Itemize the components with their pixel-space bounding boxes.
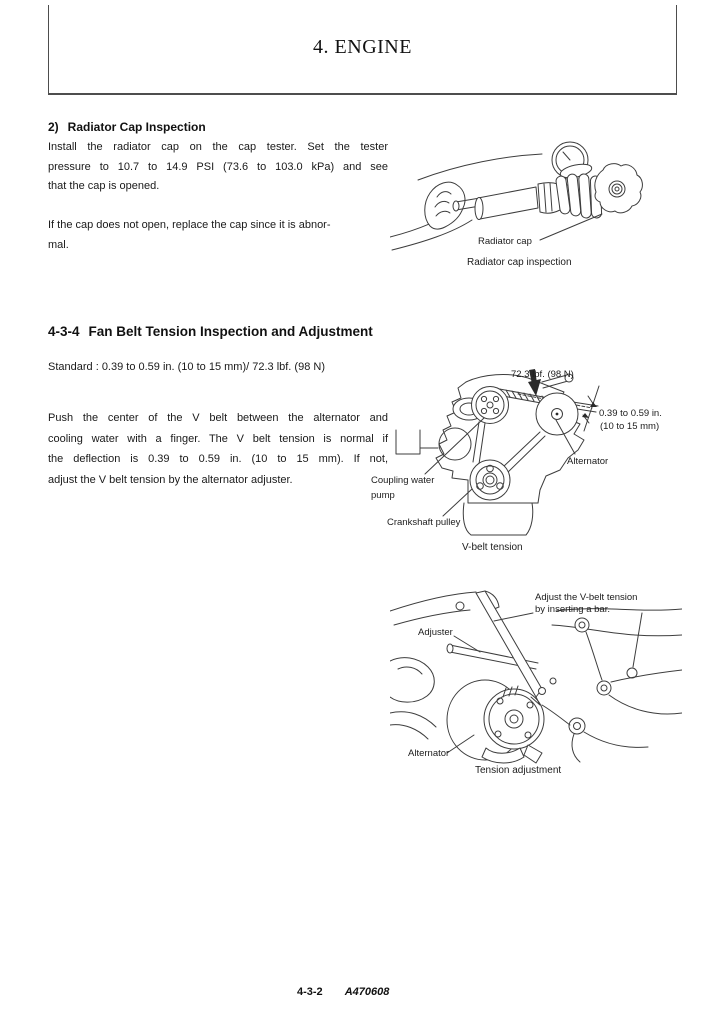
radiator-section-heading [48,120,206,134]
coupling-water-pump-label-line1: Coupling water [371,475,435,486]
deflection-label-in: 0.39 to 0.59 in. [599,408,662,419]
fan-belt-section-heading [48,324,373,339]
page-number: 4-3-2 [297,986,323,998]
adjustment-figure-caption: Tension adjustment [475,765,562,776]
alternator-label: Alternator [567,456,609,467]
adjuster-label: Adjuster [418,627,453,638]
fan-belt-paragraph [48,408,388,490]
radiator-figure-caption: Radiator cap inspection [467,257,572,268]
radiator-cap-figure [390,140,682,275]
paragraph-line: Push the center of the V belt between the alternator and [48,412,388,424]
chapter-title: 4. ENGINE [313,36,412,58]
v-belt-tension-illustration [368,358,684,558]
adjustment-instruction-line2: by inserting a bar. [535,604,610,615]
page-footer [297,986,389,998]
paragraph-line: cooling water with a finger. The V belt tension is normal if [48,432,388,445]
radiator-cap-label: Radiator cap [478,236,532,247]
paragraph-line: the deflection is 0.39 to 0.59 in. (10 to 15 mm). If not, [48,453,388,465]
radiator-heading-number: 2) [48,120,59,134]
paragraph-line: mal. [48,238,69,251]
alternator-label: Alternator [408,748,450,759]
page-header [48,5,677,95]
paragraph-line: pressure to 10.7 to 14.9 PSI (73.6 to 103.0 kPa) and see [48,160,388,173]
v-belt-tension-figure [368,358,684,558]
radiator-cap-illustration [390,140,682,275]
paragraph-line: adjust the V belt tension by the alternator adjuster. [48,473,293,486]
force-label: 72.3 lbf. (98 N) [511,369,574,380]
adjustment-instruction-line1: Adjust the V-belt tension [535,592,638,603]
radiator-paragraph-2 [48,216,388,255]
document-code: A470608 [344,986,390,998]
paragraph-line: Install the radiator cap on the cap tester. Set the tester [48,141,388,153]
fan-belt-heading-number: 4-3-4 [48,324,80,339]
fan-belt-heading-text: Fan Belt Tension Inspection and Adjustment [88,324,373,339]
deflection-label-mm: (10 to 15 mm) [600,421,660,432]
radiator-paragraph-1 [48,138,388,197]
crankshaft-pulley-label: Crankshaft pulley [387,517,461,528]
standard-value-line: Standard : 0.39 to 0.59 in. (10 to 15 mm)/ 72.3 lbf. (98 N) [48,361,325,373]
paragraph-line: that the cap is opened. [48,180,160,192]
paragraph-line: If the cap does not open, replace the cap since it is abnor- [48,219,331,231]
tension-adjustment-figure [390,585,682,780]
coupling-water-pump-label-line2: pump [371,490,395,501]
tension-figure-caption: V-belt tension [462,542,523,553]
radiator-heading-text: Radiator Cap Inspection [67,120,206,134]
